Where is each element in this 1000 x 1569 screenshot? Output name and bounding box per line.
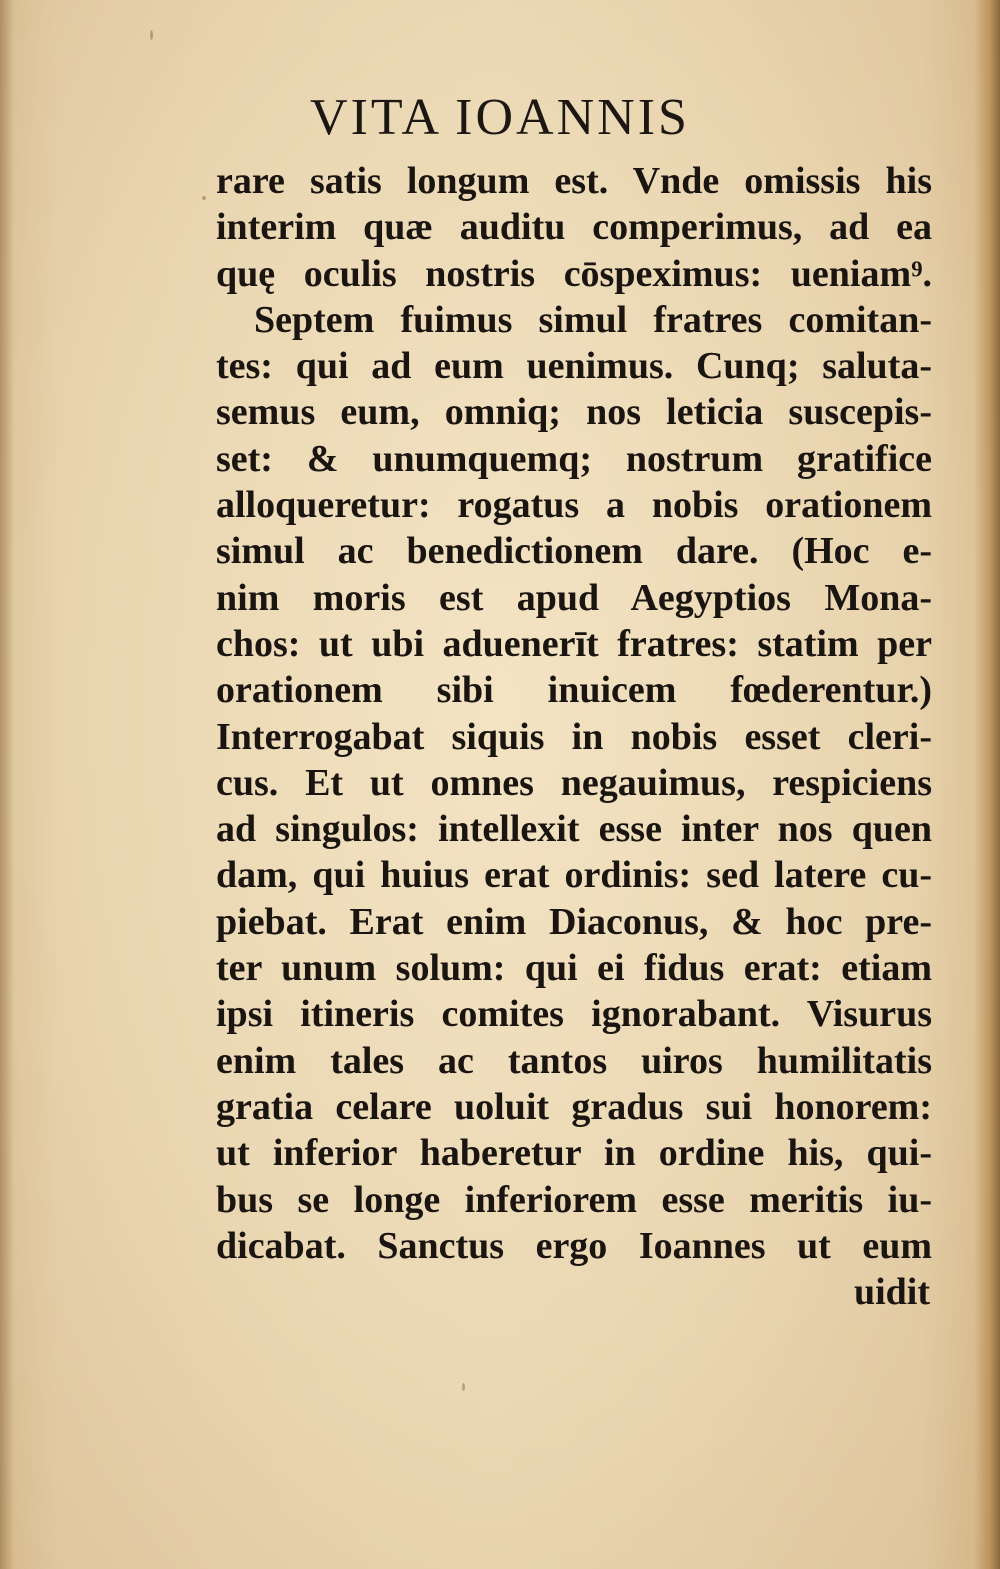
- paper-speck: [202, 196, 206, 200]
- text-line: ad singulos: intellexit esse inter nos quen: [216, 808, 932, 851]
- text-line: semus eum, omniq; nos leticia suscepis-: [216, 391, 932, 434]
- running-head: VITA IOANNIS: [310, 89, 690, 146]
- text-line: nim moris est apud Aegyptios Mona-: [216, 576, 932, 619]
- text-line: cus. Et ut omnes negauimus, respiciens: [216, 761, 932, 804]
- text-line: gratia celare uoluit gradus sui honorem:: [216, 1085, 932, 1128]
- text-line: dicabat. Sanctus ergo Ioannes ut eum: [216, 1224, 932, 1267]
- text-line: chos: ut ubi aduenerīt fratres: statim per: [216, 622, 932, 665]
- paper-speck: [462, 1383, 465, 1391]
- text-line: ipsi itineris comites ignorabant. Visurus: [216, 993, 932, 1036]
- paper-speck: [150, 30, 153, 40]
- text-line: bus se longe inferiorem esse meritis iu-: [216, 1178, 932, 1221]
- text-line: Interrogabat siquis in nobis esset cleri-: [216, 715, 932, 758]
- text-line: simul ac benedictionem dare. (Hoc e-: [216, 530, 932, 573]
- text-line: orationem sibi inuicem fœderentur.): [216, 669, 932, 712]
- text-line: tes: qui ad eum uenimus. Cunq; saluta-: [216, 345, 932, 388]
- text-line: Septem fuimus simul fratres comitan-: [254, 298, 932, 341]
- catchword: uidit: [853, 1271, 930, 1313]
- text-line: interim quæ auditu comperimus, ad ea: [216, 206, 932, 249]
- text-line: set: & unumquemq; nostrum gratifice: [216, 437, 932, 480]
- text-line: piebat. Erat enim Diaconus, & hoc pre-: [216, 900, 932, 943]
- text-line: rare satis longum est. Vnde omissis his: [216, 160, 932, 202]
- text-line: alloqueretur: rogatus a nobis orationem: [216, 484, 932, 527]
- text-line: ter unum solum: qui ei fidus erat: etiam: [216, 947, 932, 990]
- text-line: quę oculis nostris cōspeximus: ueniam⁹.: [216, 252, 932, 295]
- text-line: dam, qui huius erat ordinis: sed latere cu-: [216, 854, 932, 897]
- text-block: [216, 158, 932, 1269]
- text-line: ut inferior haberetur in ordine his, qui-: [216, 1132, 932, 1175]
- text-line: enim tales ac tantos uiros humilitatis: [216, 1039, 932, 1082]
